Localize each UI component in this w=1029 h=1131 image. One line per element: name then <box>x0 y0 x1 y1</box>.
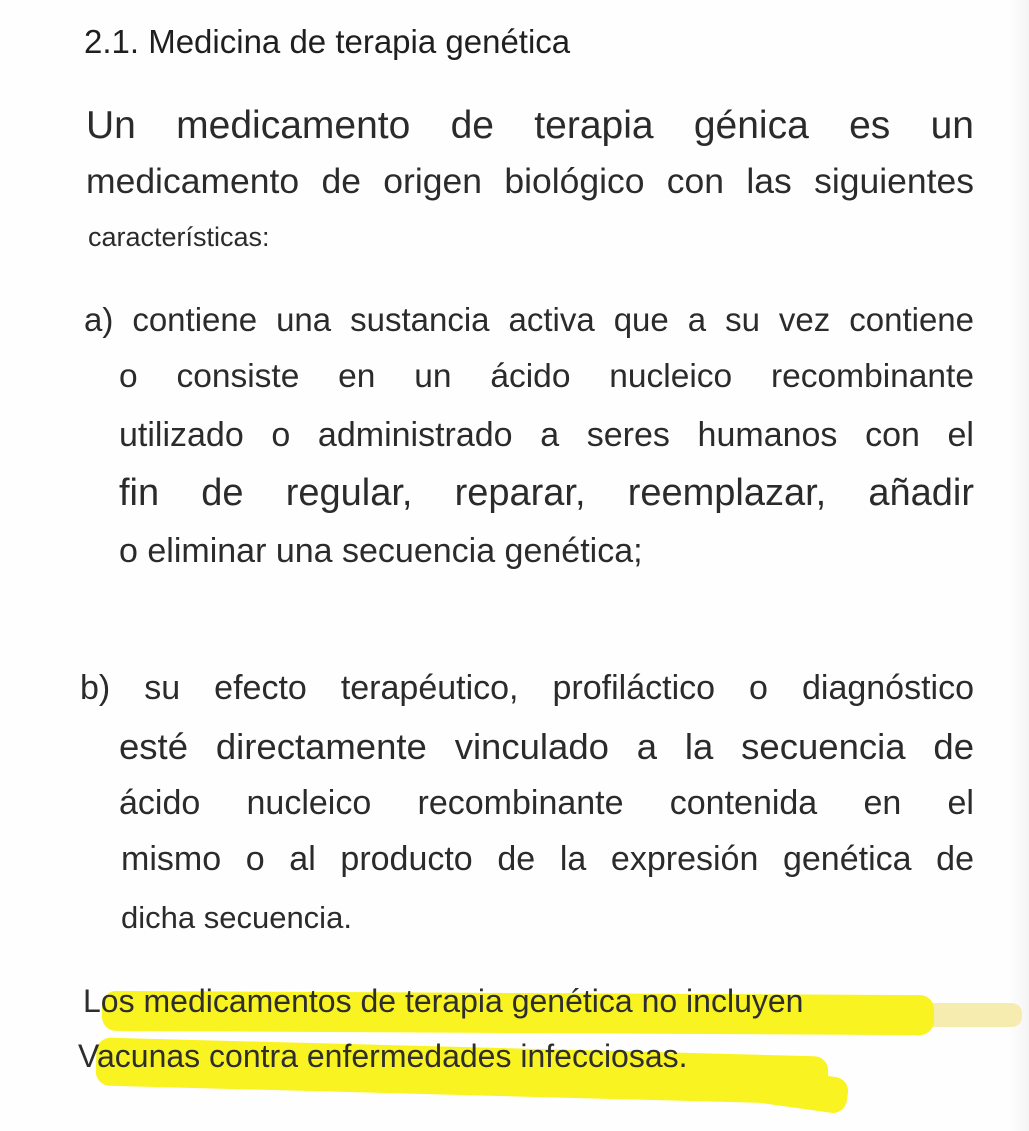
highlighted-note-line-2: Vacunas contra enfermedades infecciosas. <box>78 1038 688 1074</box>
item-a-line-5: o eliminar una secuencia genética; <box>119 532 643 570</box>
item-b-line-1: b) su efecto terapéutico, profiláctico o diagnóstico <box>80 669 974 707</box>
intro-line-3: características: <box>88 222 270 252</box>
item-a-line-4: fin de regular, reparar, reemplazar, añadir <box>119 472 974 514</box>
item-b-line-5: dicha secuencia. <box>121 900 352 935</box>
item-b-line-2: esté directamente vinculado a la secuencia de <box>119 726 974 767</box>
intro-line-1: Un medicamento de terapia génica es un <box>86 104 974 147</box>
page-edge-shadow <box>1007 0 1029 1131</box>
item-b-line-3: ácido nucleico recombinante contenida en el <box>119 784 974 822</box>
item-a-line-3: utilizado o administrado a seres humanos con el <box>119 416 974 454</box>
intro-line-2: medicamento de origen biológico con las siguientes <box>86 161 974 201</box>
item-a-line-2: o consiste en un ácido nucleico recombinante <box>119 358 974 395</box>
section-heading: 2.1. Medicina de terapia genética <box>84 23 571 60</box>
item-a-line-1: a) contiene una sustancia activa que a su vez contiene <box>84 301 974 338</box>
item-b-line-4: mismo o al producto de la expresión genética de <box>121 840 974 878</box>
highlighted-note-line-1: Los medicamentos de terapia genética no incluyen <box>83 983 804 1019</box>
highlighter-stroke-faint <box>920 1003 1022 1027</box>
